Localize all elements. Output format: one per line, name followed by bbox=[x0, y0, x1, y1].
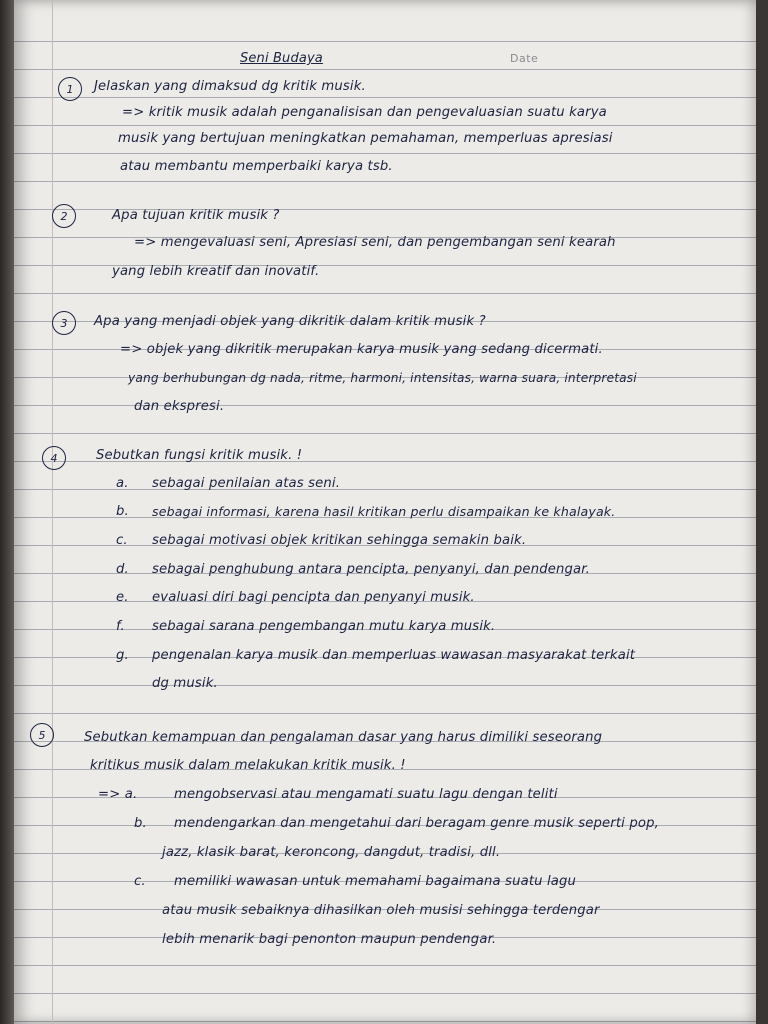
item-5a-letter: => a. bbox=[98, 787, 138, 802]
question-number-2: 2 bbox=[52, 204, 76, 228]
question-2: Apa tujuan kritik musik ? bbox=[112, 208, 280, 223]
item-4a-text: sebagai penilaian atas seni. bbox=[152, 476, 341, 491]
answer-1-line-1: => kritik musik adalah penganalisisan dan pengevaluasian suatu karya bbox=[122, 105, 607, 120]
answer-1-line-3: atau membantu memperbaiki karya tsb. bbox=[120, 159, 393, 174]
item-4c-text: sebagai motivasi objek kritikan sehingga semakin baik. bbox=[152, 533, 527, 548]
item-4f-text: sebagai sarana pengembangan mutu karya musik. bbox=[152, 619, 496, 634]
answer-3-line-3: dan ekspresi. bbox=[134, 399, 225, 414]
date-label: Date bbox=[510, 52, 539, 65]
question-5-line-1: Sebutkan kemampuan dan pengalaman dasar yang harus dimiliki seseorang bbox=[84, 730, 603, 745]
item-4f-letter: f. bbox=[116, 619, 125, 634]
answer-2-line-1: => mengevaluasi seni, Apresiasi seni, dan pengembangan seni kearah bbox=[134, 235, 616, 250]
question-1: Jelaskan yang dimaksud dg kritik musik. bbox=[94, 79, 366, 94]
page-title: Seni Budaya bbox=[240, 51, 323, 66]
answer-2-line-2: yang lebih kreatif dan inovatif. bbox=[112, 264, 320, 279]
item-5c-text: memiliki wawasan untuk memahami bagaimana suatu lagu bbox=[174, 874, 577, 889]
item-4d-text: sebagai penghubung antara pencipta, penyanyi, dan pendengar. bbox=[152, 562, 590, 577]
question-number-1: 1 bbox=[58, 77, 82, 101]
item-5b-letter: b. bbox=[134, 816, 147, 831]
item-5a-text: mengobservasi atau mengamati suatu lagu dengan teliti bbox=[174, 787, 558, 802]
question-5-line-2: kritikus musik dalam melakukan kritik musik. ! bbox=[90, 758, 406, 773]
margin-line bbox=[52, 0, 53, 1024]
question-3: Apa yang menjadi objek yang dikritik dalam kritik musik ? bbox=[94, 314, 486, 329]
question-4: Sebutkan fungsi kritik musik. ! bbox=[96, 448, 303, 463]
item-5c-letter: c. bbox=[134, 874, 146, 889]
item-4b-letter: b. bbox=[116, 504, 129, 519]
item-4g-continuation: dg musik. bbox=[152, 676, 218, 691]
question-number-3: 3 bbox=[52, 311, 76, 335]
item-5b-text: mendengarkan dan mengetahui dari beragam genre musik seperti pop, bbox=[174, 816, 659, 831]
item-4d-letter: d. bbox=[116, 562, 129, 577]
answer-1-line-2: musik yang bertujuan meningkatkan pemahaman, memperluas apresiasi bbox=[118, 131, 613, 146]
answer-3-line-2: yang berhubungan dg nada, ritme, harmoni, intensitas, warna suara, interpretasi bbox=[128, 371, 637, 385]
item-5c-continuation-1: atau musik sebaiknya dihasilkan oleh musisi sehingga terdengar bbox=[162, 903, 600, 918]
item-4b-text: sebagai informasi, karena hasil kritikan perlu disampaikan ke khalayak. bbox=[152, 504, 616, 519]
item-4g-text: pengenalan karya musik dan memperluas wawasan masyarakat terkait bbox=[152, 648, 636, 663]
question-number-4: 4 bbox=[42, 446, 66, 470]
item-4a-letter: a. bbox=[116, 476, 129, 491]
answer-3-line-1: => objek yang dikritik merupakan karya musik yang sedang dicermati. bbox=[120, 342, 603, 357]
item-4c-letter: c. bbox=[116, 533, 128, 548]
question-number-5: 5 bbox=[30, 723, 54, 747]
item-5b-continuation: jazz, klasik barat, keroncong, dangdut, tradisi, dll. bbox=[162, 845, 501, 860]
item-4g-letter: g. bbox=[116, 648, 129, 663]
item-4e-text: evaluasi diri bagi pencipta dan penyanyi musik. bbox=[152, 590, 475, 605]
item-5c-continuation-2: lebih menarik bagi penonton maupun pendengar. bbox=[162, 932, 497, 947]
item-4e-letter: e. bbox=[116, 590, 129, 605]
